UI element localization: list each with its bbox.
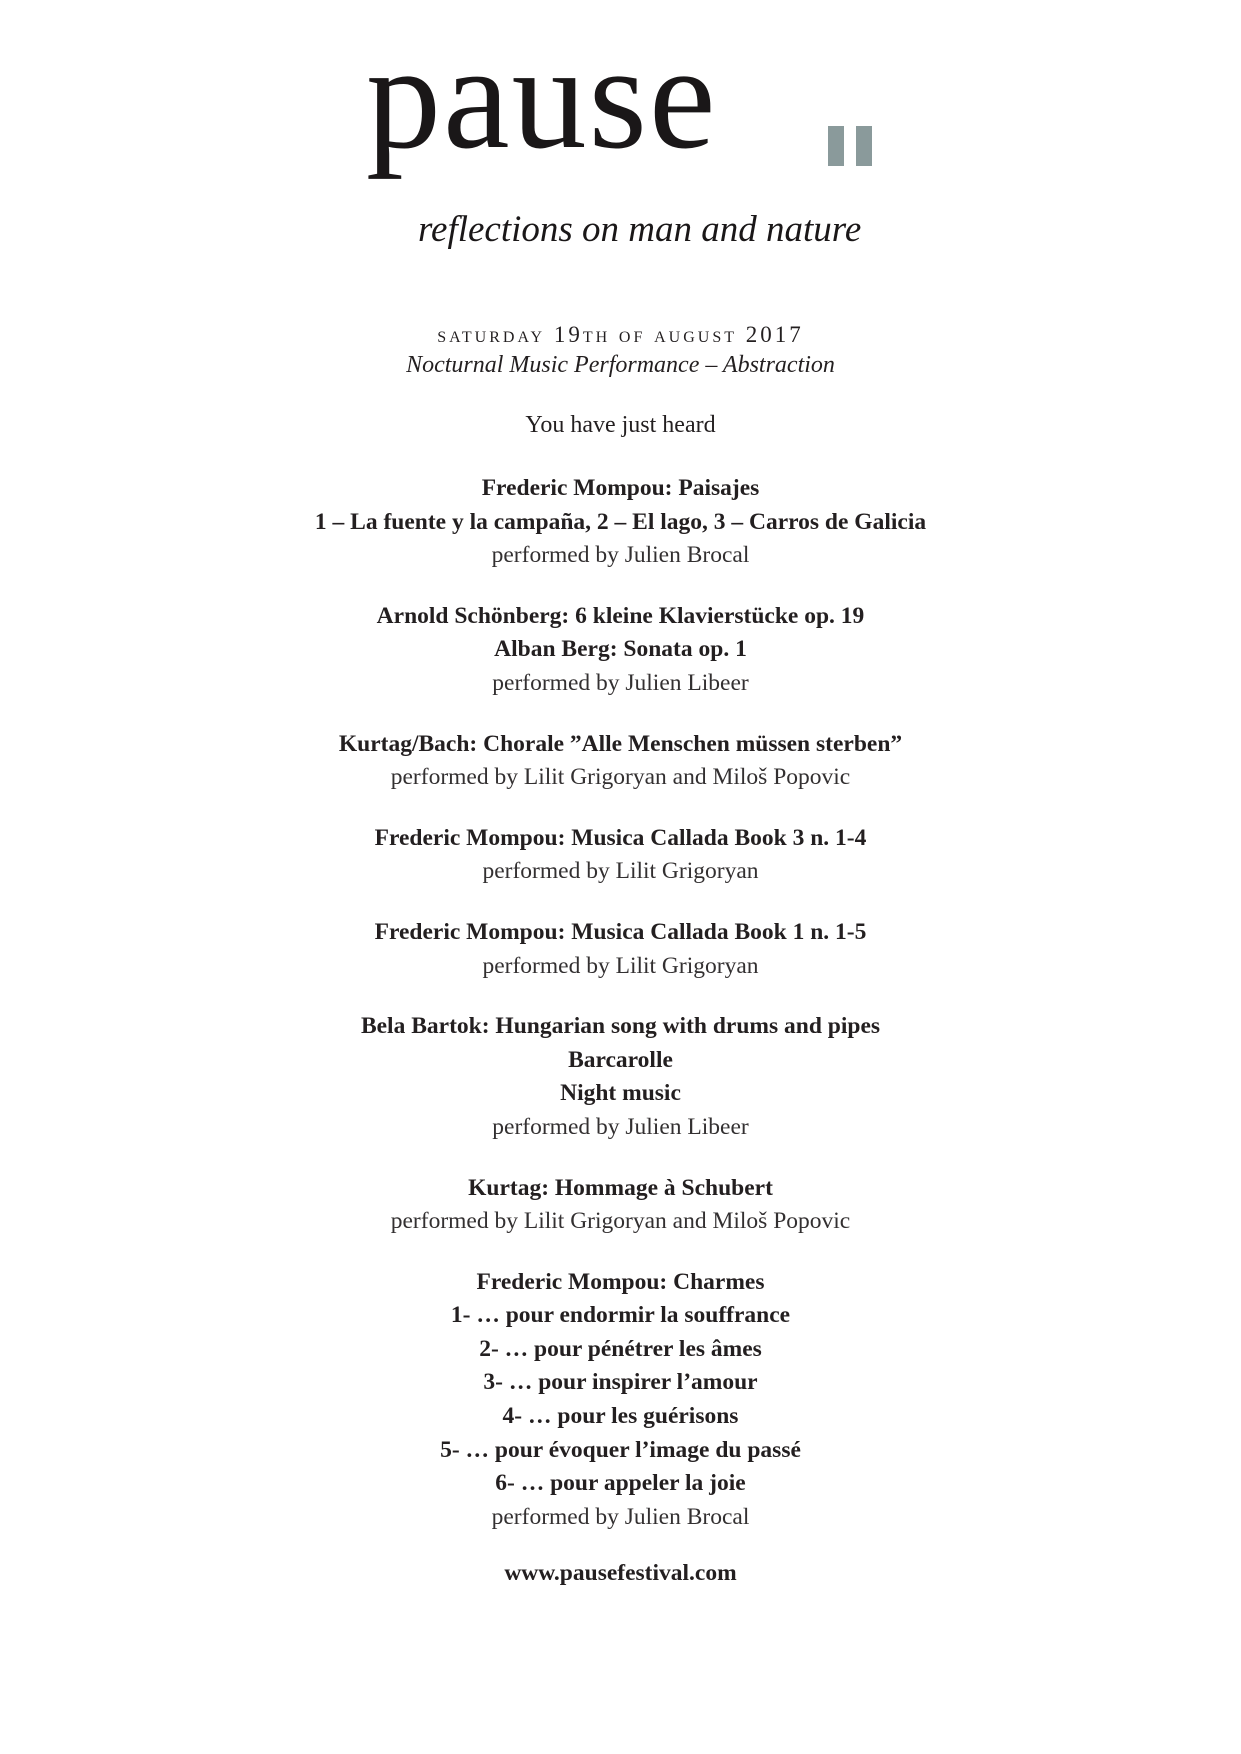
piece-title-line: 5- … pour évoquer l’image du passé bbox=[440, 1436, 801, 1463]
program-piece bbox=[0, 1010, 1241, 1144]
logo-wordmark: pause bbox=[366, 14, 718, 180]
performer-credit: performed by Julien Brocal bbox=[491, 1503, 750, 1530]
program-piece bbox=[0, 1266, 1241, 1535]
festival-logo bbox=[360, 14, 900, 290]
program-list bbox=[0, 472, 1241, 1561]
piece-title-line: Frederic Mompou: Charmes bbox=[476, 1268, 765, 1295]
event-date: saturday 19th of august 2017 bbox=[437, 322, 804, 347]
program-piece bbox=[0, 1172, 1241, 1239]
performer-credit: performed by Lilit Grigoryan bbox=[482, 952, 759, 979]
piece-title-line: Kurtag: Hommage à Schubert bbox=[468, 1174, 773, 1201]
intro-text: You have just heard bbox=[525, 412, 716, 438]
piece-title-line: 1- … pour endormir la souffrance bbox=[450, 1302, 791, 1329]
performer-credit: performed by Julien Libeer bbox=[492, 669, 749, 696]
performer-credit: performed by Julien Libeer bbox=[492, 1113, 749, 1140]
piece-title-line: Frederic Mompou: Musica Callada Book 3 n. 1-4 bbox=[374, 824, 867, 851]
pause-icon bbox=[828, 126, 874, 166]
piece-title-line: Barcarolle bbox=[568, 1046, 673, 1073]
piece-title-line: Frederic Mompou: Musica Callada Book 1 n. 1-5 bbox=[374, 918, 867, 945]
program-piece bbox=[0, 916, 1241, 983]
program-piece bbox=[0, 600, 1241, 701]
performer-credit: performed by Lilit Grigoryan and Miloš Popovic bbox=[390, 1208, 851, 1235]
program-piece bbox=[0, 472, 1241, 573]
piece-title-line: Bela Bartok: Hungarian song with drums and pipes bbox=[360, 1013, 881, 1040]
piece-title-line: 2- … pour pénétrer les âmes bbox=[479, 1335, 762, 1362]
logo-tagline: reflections on man and nature bbox=[418, 209, 862, 250]
piece-title-line: 3- … pour inspirer l’amour bbox=[483, 1369, 758, 1396]
piece-title-line: Alban Berg: Sonata op. 1 bbox=[494, 636, 747, 663]
program-piece bbox=[0, 822, 1241, 889]
performer-credit: performed by Lilit Grigoryan bbox=[482, 858, 759, 885]
performer-credit: performed by Julien Brocal bbox=[491, 542, 750, 569]
program-piece bbox=[0, 728, 1241, 795]
performer-credit: performed by Lilit Grigoryan and Miloš Popovic bbox=[390, 764, 851, 791]
event-title: Nocturnal Music Performance – Abstraction bbox=[406, 352, 835, 378]
piece-title-line: Night music bbox=[560, 1080, 681, 1107]
piece-title-line: 1 – La fuente y la campaña, 2 – El lago, 3 – Carros de Galicia bbox=[314, 508, 927, 535]
piece-title-line: 6- … pour appeler la joie bbox=[495, 1470, 746, 1497]
piece-title-line: 4- … pour les guérisons bbox=[502, 1403, 739, 1430]
piece-title-line: Kurtag/Bach: Chorale ”Alle Menschen müssen sterben” bbox=[338, 730, 903, 757]
website-link[interactable]: www.pausefestival.com bbox=[504, 1560, 737, 1586]
piece-title-line: Arnold Schönberg: 6 kleine Klavierstücke op. 19 bbox=[376, 602, 865, 629]
piece-title-line: Frederic Mompou: Paisajes bbox=[481, 475, 760, 501]
